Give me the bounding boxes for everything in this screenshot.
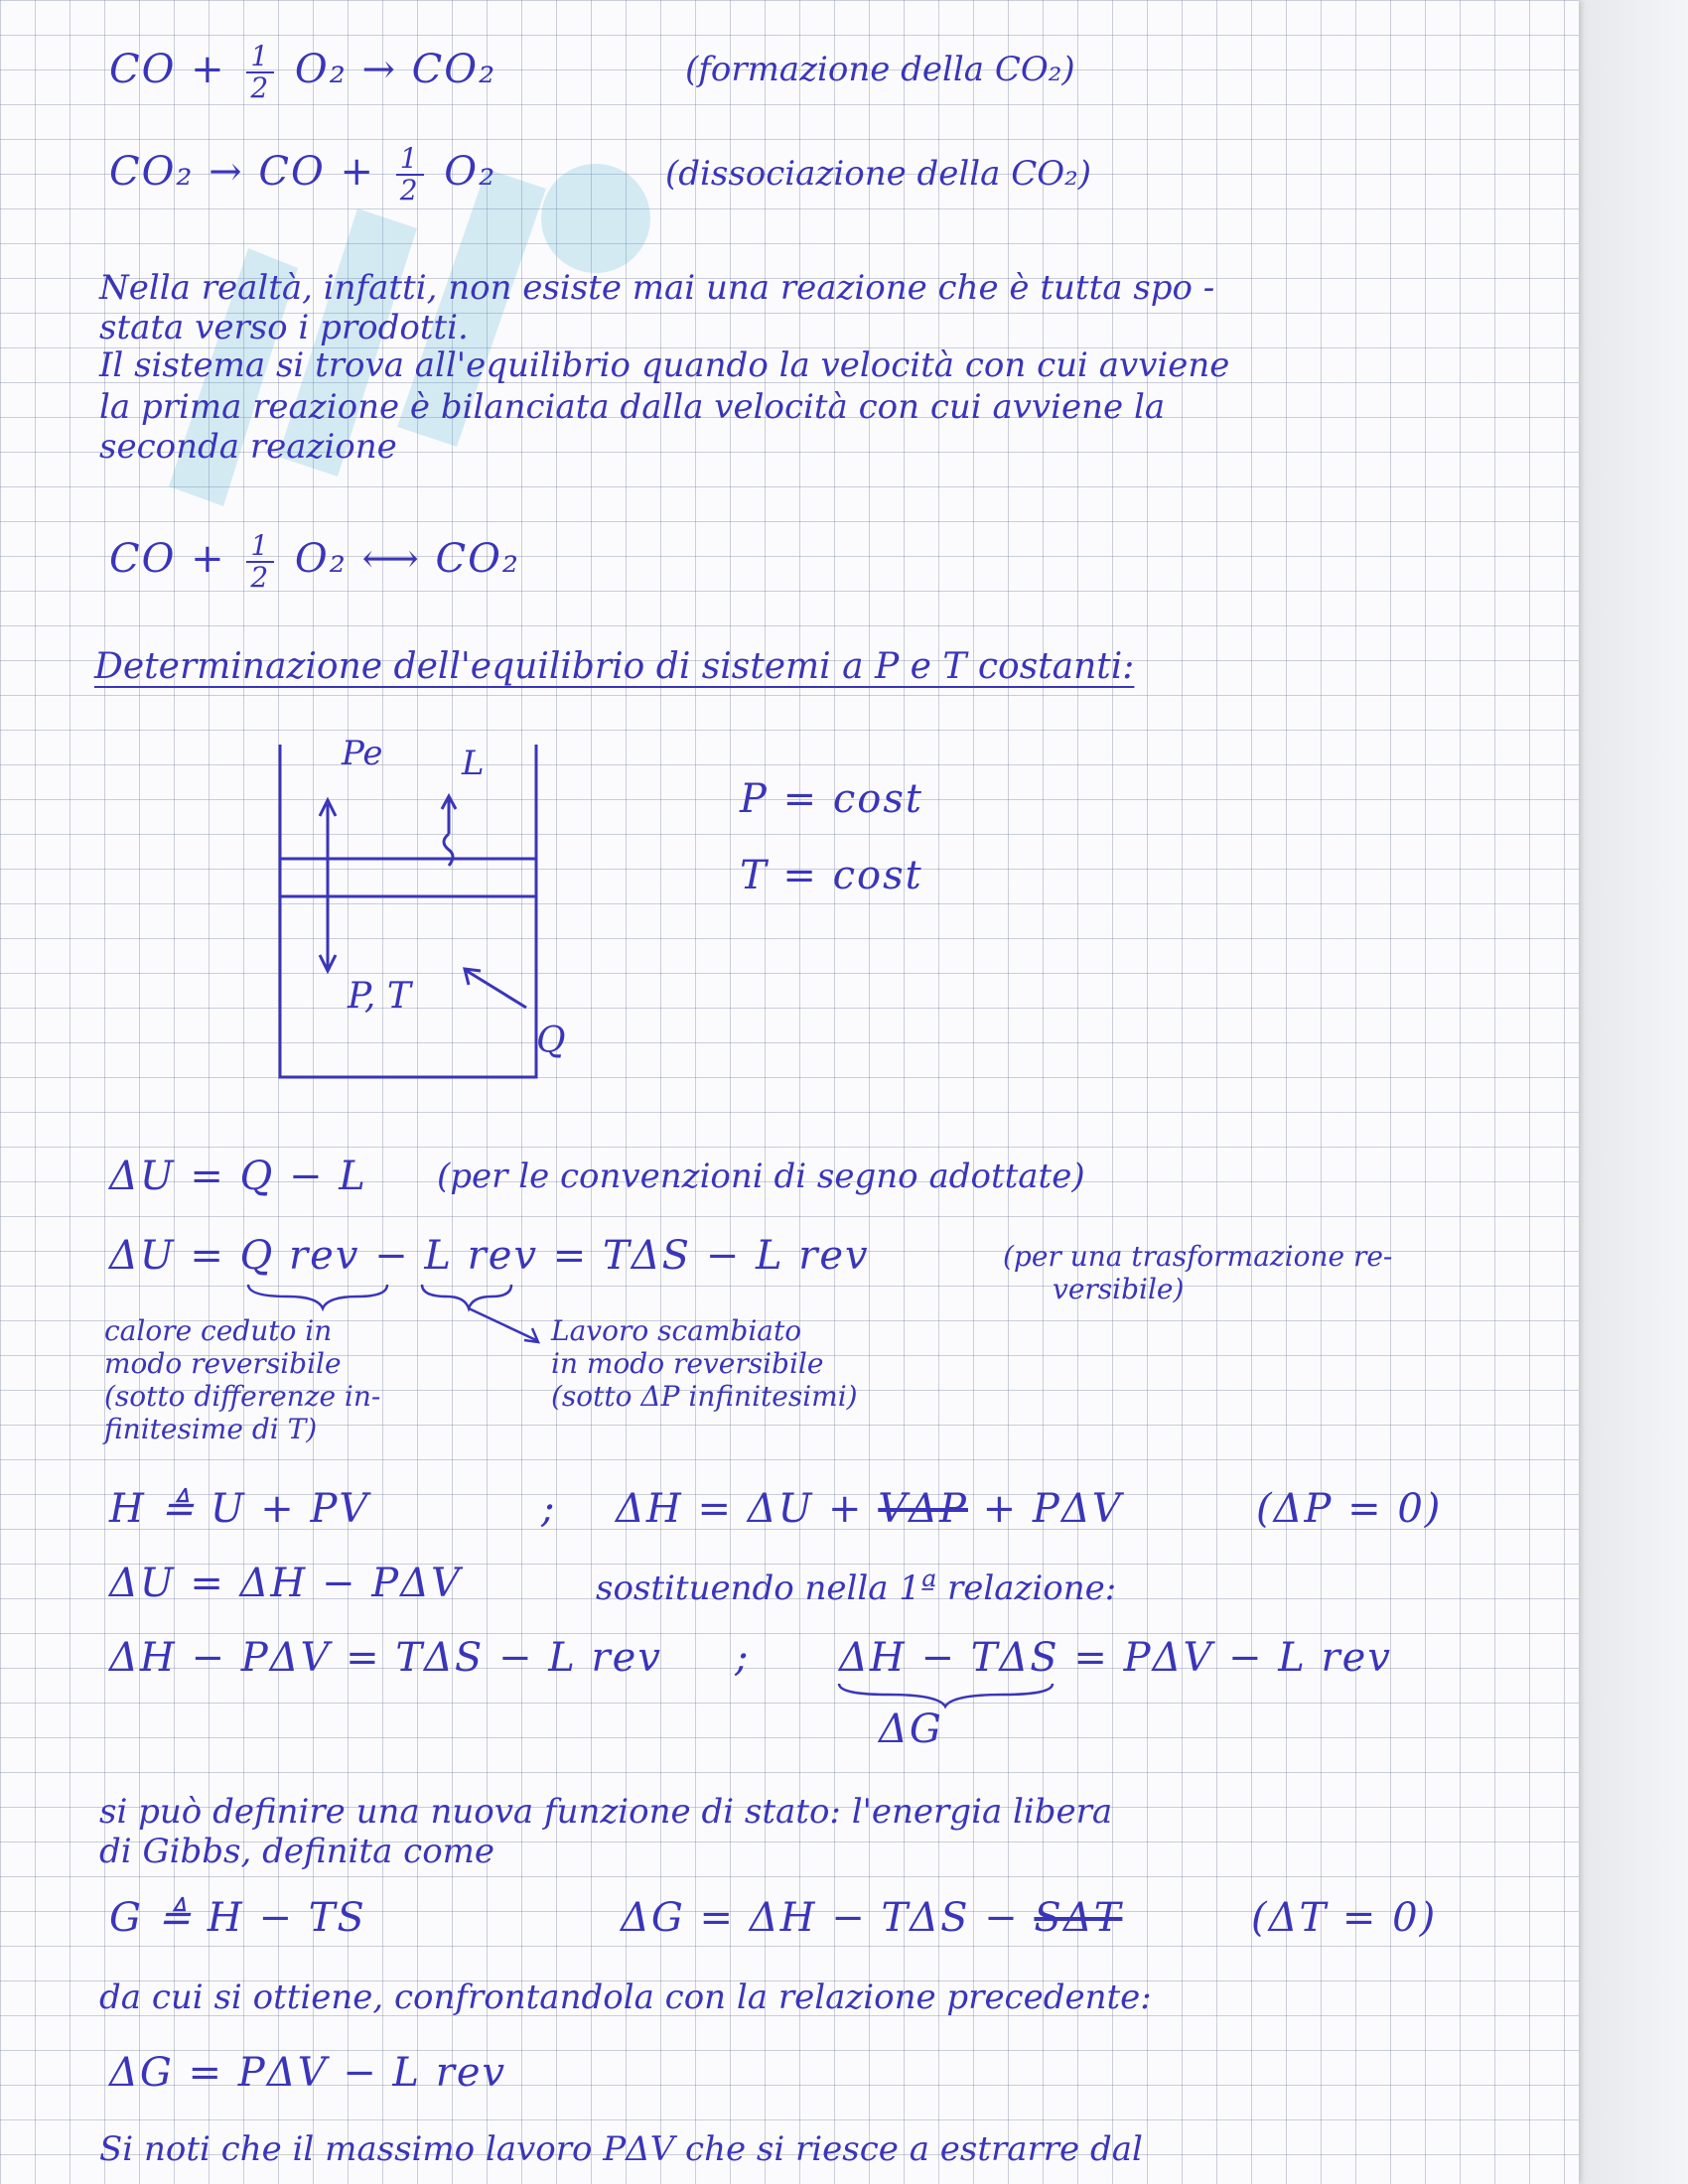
text-line: si può definire una nuova funzione di stato: l'energia libera [99,1792,1113,1832]
fraction-numerator: 1 [396,144,424,176]
formula-part: CO + [109,47,226,92]
annotation-work: in modo reversibile [551,1347,824,1380]
fraction-one-half [246,531,274,593]
fraction-one-half [246,42,274,103]
equation-first-law: ΔU = Q − L [109,1154,367,1199]
equation-enthalpy-definition: H ≜ U + PV [109,1486,370,1532]
equation-first-law-reversible [109,1233,870,1279]
text-line: Nella realtà, infatti, non esiste mai una reazione che è tutta spo - [99,268,1215,308]
formula-part: O₂ → CO₂ [294,47,497,92]
formula-part: O₂ ⟷ CO₂ [294,536,520,582]
underbrace-gibbs [834,1681,1062,1710]
page-edge [1579,0,1688,2184]
formula-part: ΔH − TΔS [839,1635,1059,1681]
label-pressure-temperature: P, T [348,976,411,1017]
text-line: di Gibbs, definita come [99,1832,495,1871]
fraction-numerator: 1 [246,531,274,563]
condition-isobaric: (ΔP = 0) [1256,1486,1443,1532]
piston-cylinder-diagram [258,735,675,1092]
work-reversible-term: L rev [424,1233,539,1279]
equation-co2-formation [109,42,496,103]
condition-isothermal: (ΔT = 0) [1251,1895,1438,1941]
annotation-heat: finitesime di T) [104,1413,318,1445]
separator: ; [735,1635,751,1681]
equation-substituted: ΔH − PΔV = TΔS − L rev [109,1635,662,1681]
annotation-heat: modo reversibile [104,1347,342,1380]
formula-part: ΔH = ΔU + [616,1486,864,1532]
fraction-denominator: 2 [399,174,420,206]
condition-pressure-constant: P = cost [740,776,923,822]
formula-part: CO₂ → CO + [109,149,376,195]
text-line: la prima reazione è bilanciata dalla velocità con cui avviene la [99,387,1166,427]
struck-term: SΔT [1034,1895,1123,1941]
equation-internal-energy: ΔU = ΔH − PΔV [109,1561,462,1606]
text-line: Si noti che il massimo lavoro PΔV che si riesce a estrarre dal [99,2129,1143,2169]
formula-part: = PΔV − L rev [1073,1635,1392,1681]
heat-reversible-term: Q rev [239,1233,360,1279]
fraction-denominator: 2 [250,561,271,594]
text-line: Il sistema si trova all'equilibrio quando la velocità con cui avviene [99,345,1230,385]
text-line: seconda reazione [99,427,397,467]
equation-gibbs-origin [839,1635,1392,1681]
note-co2-dissociation: (dissociazione della CO₂) [665,154,1092,194]
label-work: L [462,744,485,783]
struck-term: VΔP [878,1486,968,1532]
fraction-numerator: 1 [246,42,274,73]
separator: ; [541,1486,557,1532]
annotation-work: (sotto ΔP infinitesimi) [551,1380,858,1413]
section-heading: Determinazione dell'equilibrio di sistemi a P e T costanti: [94,646,1135,687]
annotation-heat: calore ceduto in [104,1314,333,1347]
equation-enthalpy-change [616,1486,1123,1532]
note-substitution: sostituendo nella 1ª relazione: [596,1569,1117,1608]
annotation-work: Lavoro scambiato [551,1314,802,1347]
formula-part: CO + [109,536,226,582]
annotation-heat: (sotto differenze in- [104,1380,381,1413]
condition-temperature-constant: T = cost [740,853,923,898]
equation-equilibrium [109,531,520,593]
fraction-denominator: 2 [250,71,271,104]
note-sign-convention: (per le convenzioni di segno adottate) [437,1157,1085,1196]
equation-gibbs-work: ΔG = PΔV − L rev [109,2050,507,2096]
note-reversible-1: (per una trasformazione re- [1003,1240,1393,1273]
fraction-one-half [396,144,424,205]
label-heat: Q [536,1021,566,1061]
equation-gibbs-definition: G ≜ H − TS [109,1895,366,1941]
text-line: stata verso i prodotti. [99,308,469,347]
formula-part: + PΔV [982,1486,1123,1532]
formula-part: O₂ [444,149,497,195]
formula-part: − [359,1233,425,1279]
text-line: da cui si ottiene, confrontandola con la relazione precedente: [99,1978,1152,2017]
label-external-pressure: Pe [342,735,383,773]
equation-co2-dissociation [109,144,496,205]
formula-part: ΔU = [109,1233,225,1279]
note-co2-formation: (formazione della CO₂) [685,50,1075,89]
note-reversible-2: versibile) [1053,1273,1185,1305]
equation-gibbs-change [621,1895,1123,1941]
formula-part: = TΔS − L rev [538,1233,870,1279]
label-delta-g: ΔG [879,1706,943,1752]
formula-part: ΔG = ΔH − TΔS − [621,1895,1020,1941]
